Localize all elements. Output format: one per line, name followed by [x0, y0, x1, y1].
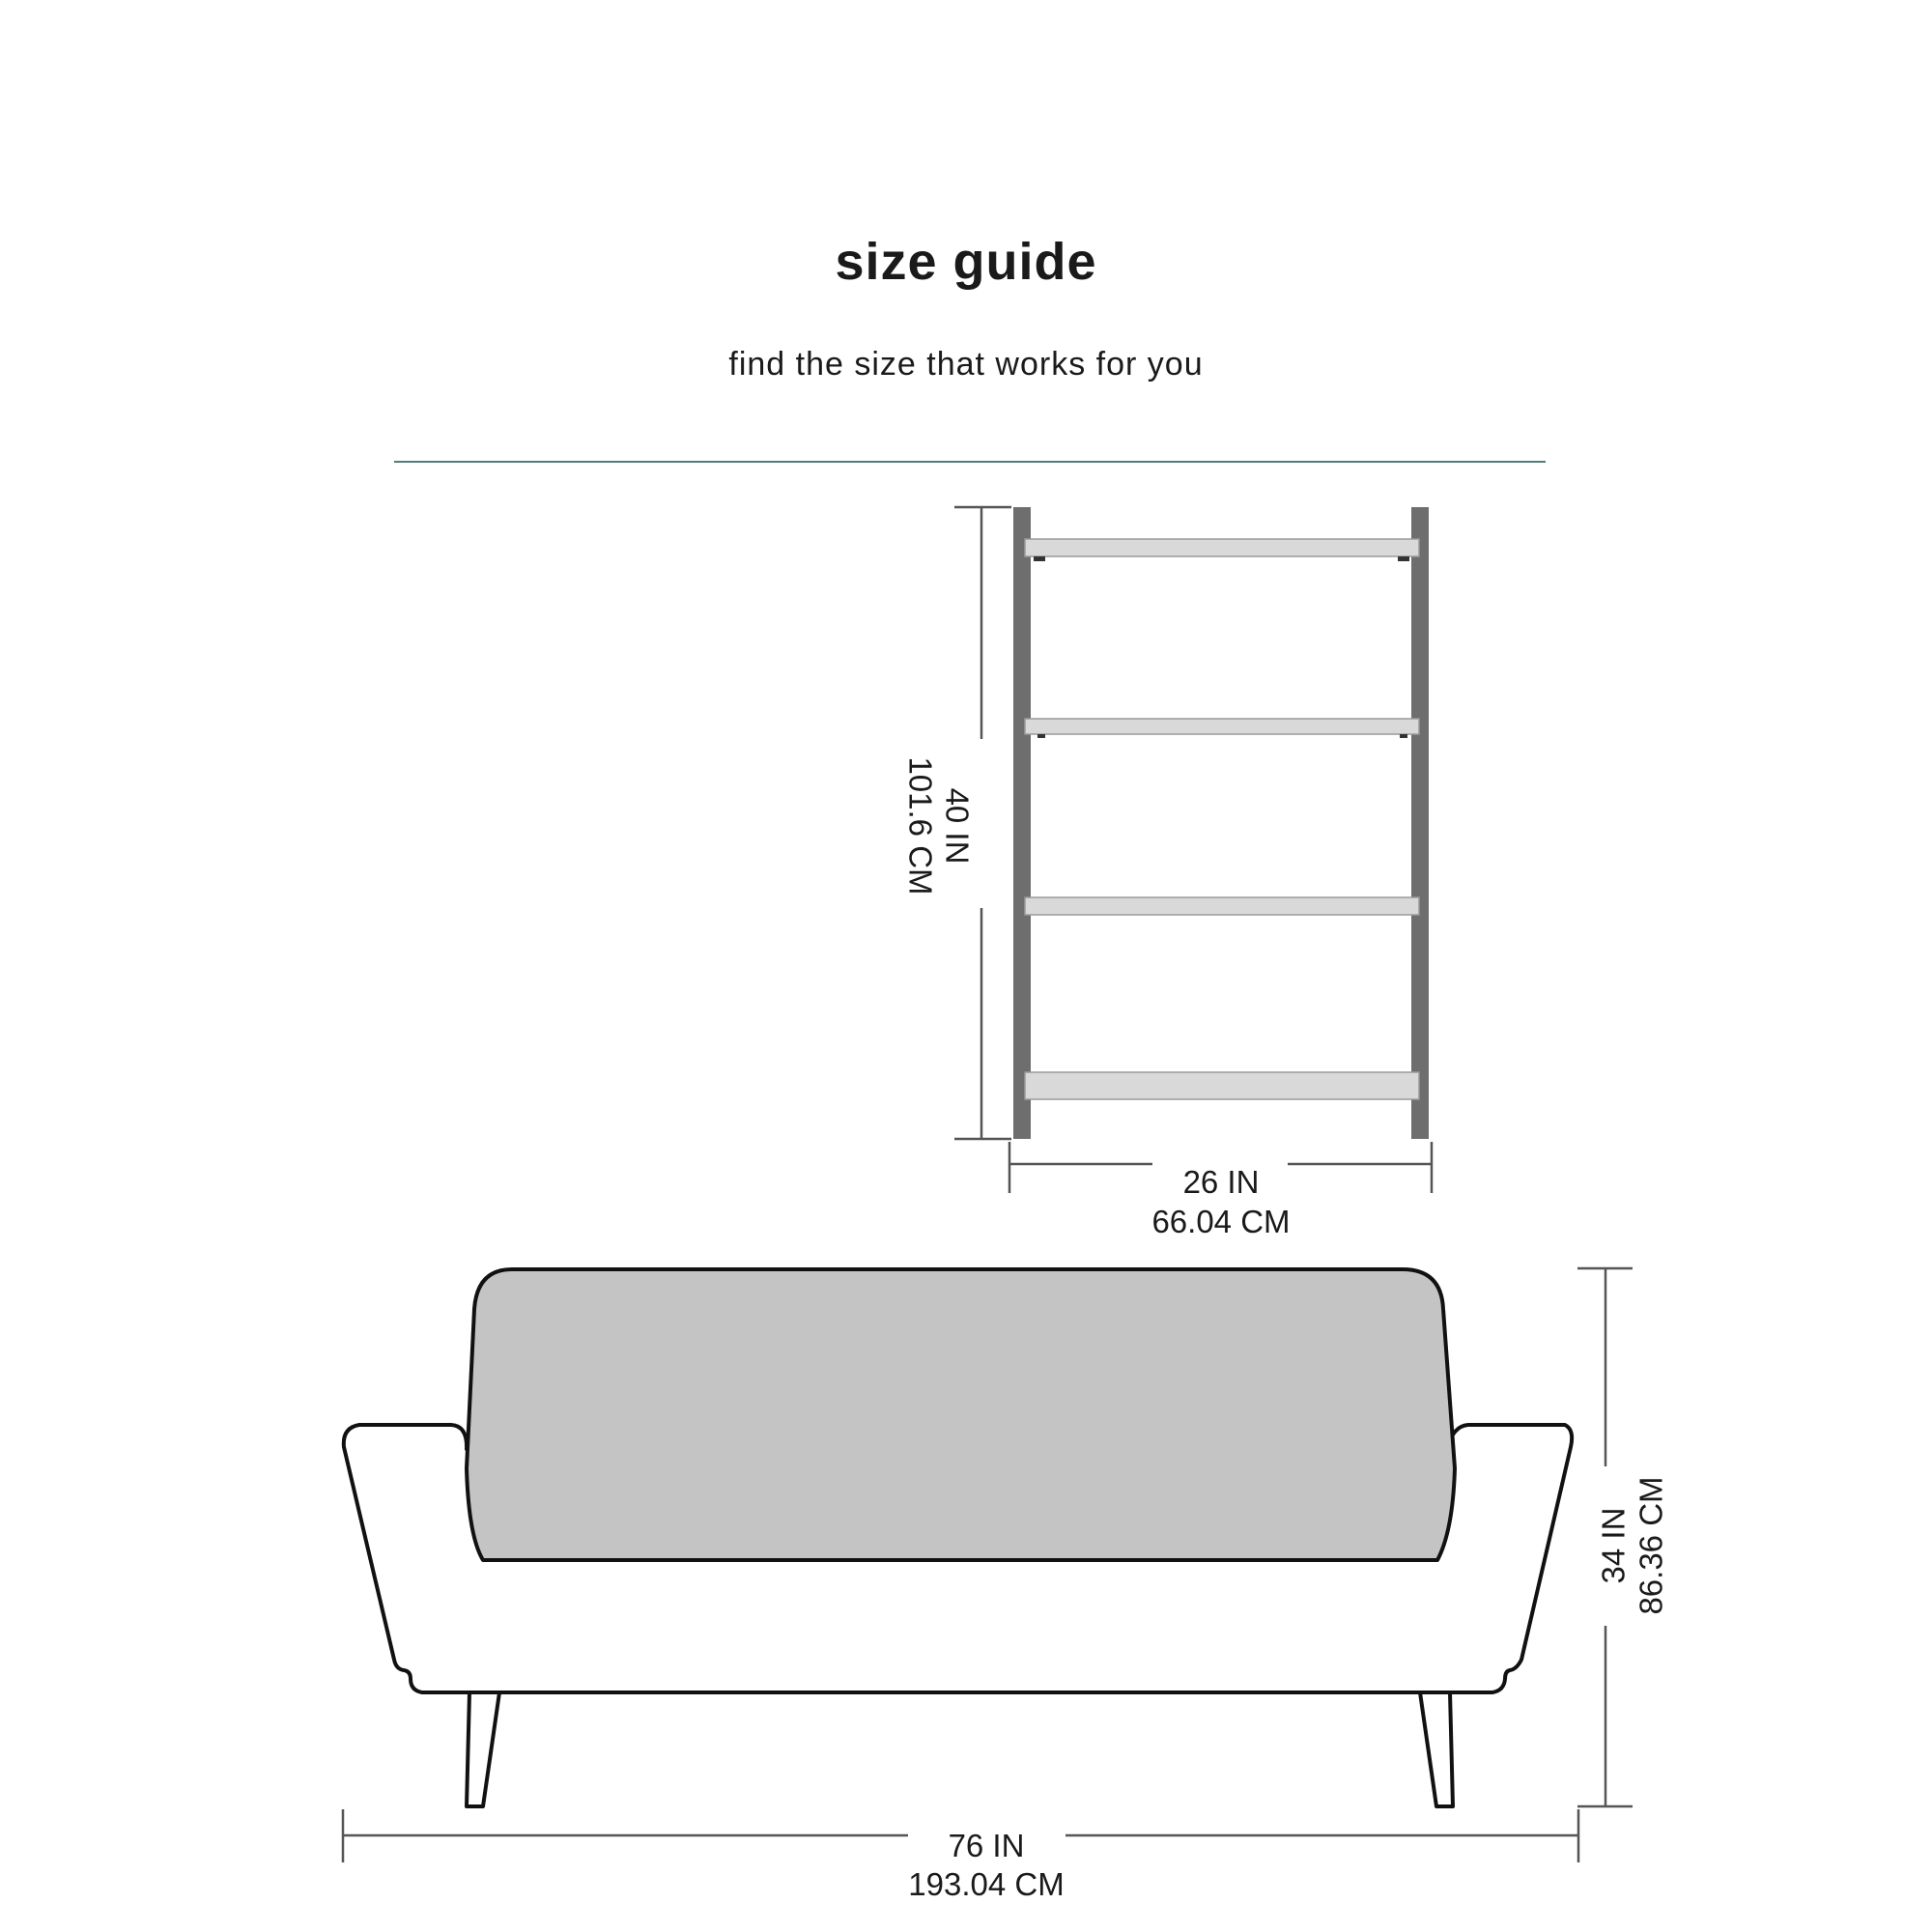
shelf-width-cm: 66.04 CM	[1151, 1204, 1291, 1239]
sofa-width-in: 76 IN	[948, 1828, 1025, 1863]
page-title: size guide	[835, 233, 1097, 291]
sofa-back-cushion	[467, 1269, 1455, 1560]
sofa-width-cm: 193.04 CM	[908, 1866, 1065, 1902]
sofa-leg-right	[1420, 1692, 1453, 1806]
shelf-board	[1025, 539, 1419, 556]
shelf-right-rail	[1411, 507, 1429, 1139]
shelf-bracket	[1034, 556, 1045, 561]
sofa-height-cm: 86.36 CM	[1633, 1476, 1669, 1615]
shelf-height-in: 40 IN	[939, 787, 976, 865]
sofa	[344, 1269, 1572, 1806]
sofa-leg-left	[467, 1692, 499, 1806]
shelf-bracket	[1037, 734, 1045, 738]
shelf-left-rail	[1013, 507, 1031, 1139]
sofa-height-in: 34 IN	[1595, 1507, 1632, 1584]
shelf-bracket	[1398, 556, 1409, 561]
shelf-width-in: 26 IN	[1182, 1164, 1260, 1200]
shelf-bracket	[1400, 734, 1407, 738]
shelf-unit	[1013, 507, 1429, 1139]
shelf-board	[1025, 1072, 1419, 1099]
shelf-boards	[1025, 539, 1419, 1099]
shelf-board	[1025, 719, 1419, 734]
shelf-board	[1025, 897, 1419, 915]
page-subtitle: find the size that works for you	[728, 346, 1204, 383]
shelf-height-cm: 101.6 CM	[902, 756, 939, 895]
